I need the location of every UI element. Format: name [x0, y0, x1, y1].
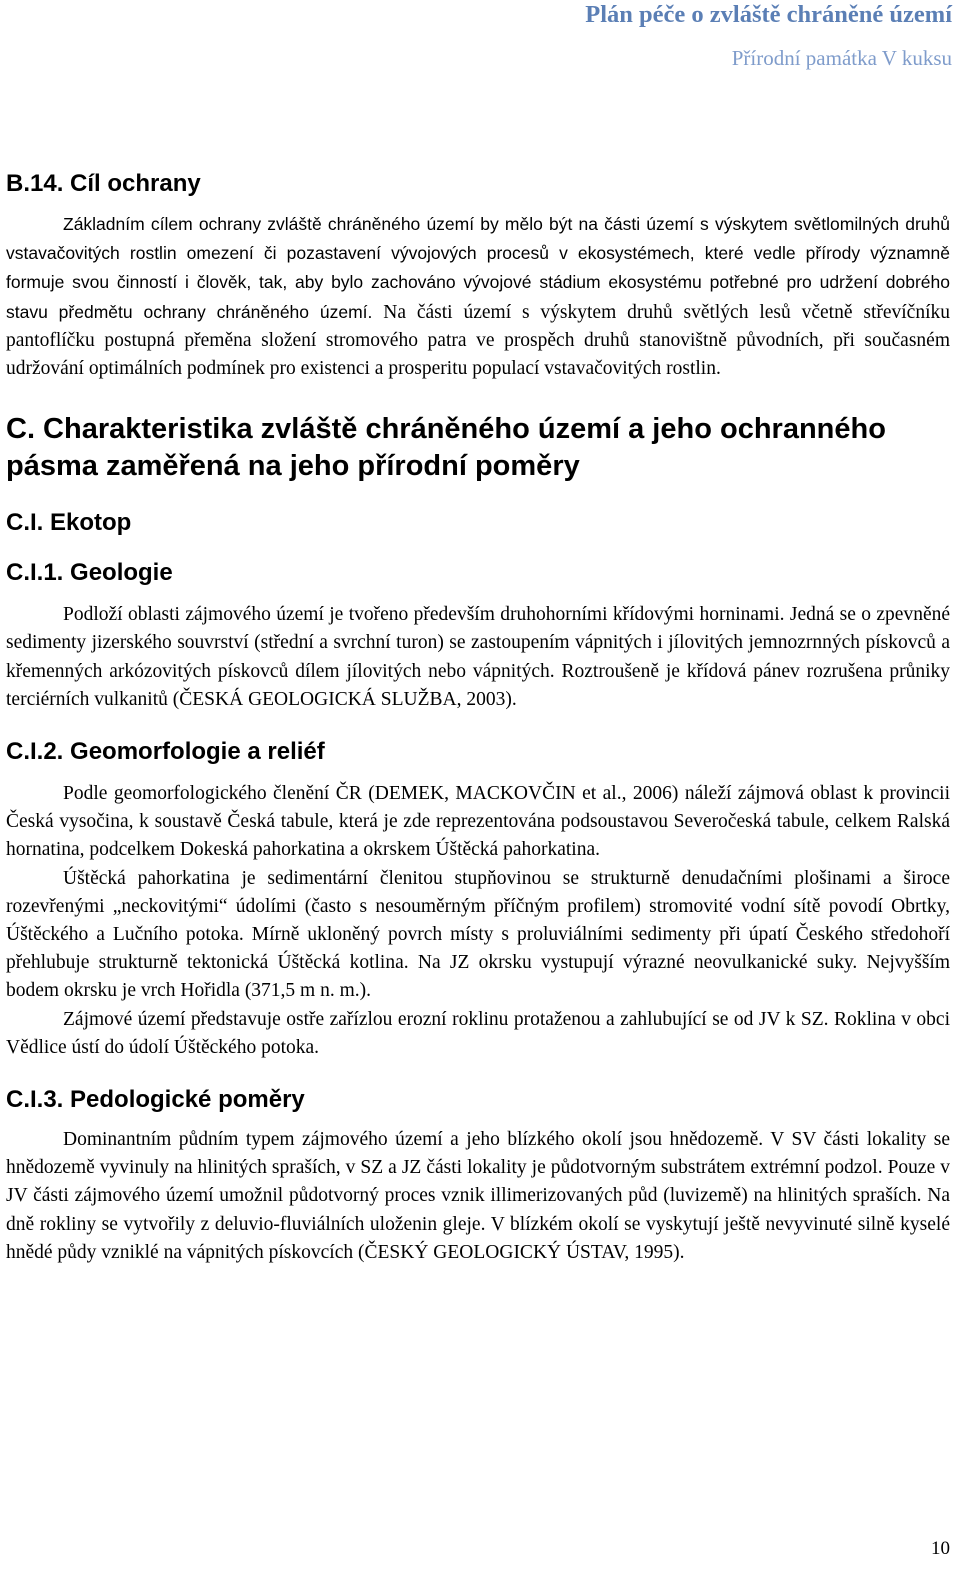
heading-ci: C.I. Ekotop: [6, 509, 132, 537]
heading-c: C. Charakteristika zvláště chráněného území a jeho ochranného pásma zaměřená na jeho přírodní poměry: [6, 413, 886, 483]
heading-ci1: C.I.1. Geologie: [6, 559, 173, 587]
paragraph-geologie: Podloží oblasti zájmového území je tvořeno především druhohorními křídovými horninami. Jedná se o zpevněné sedimenty jizerského souvrství (střední a svrchní turon) se zastoupením vápnitých i jílovitých jemnozrnných pískovců a křemenných arkózovitých pískovců dílem jílovitých nebo vápnitých. Roztroušeně je křídová pánev rozrušena průniky terciérních vulkanitů (ČESKÁ GEOLOGICKÁ SLUŽBA, 2003).: [6, 604, 950, 710]
page-number: 10: [931, 1538, 950, 1559]
heading-ci2: C.I.2. Geomorfologie a reliéf: [6, 738, 325, 766]
running-header: [585, 0, 952, 71]
document-title: Plán péče o zvláště chráněné území: [585, 1, 952, 28]
paragraph-geomorfologie-1: Podle geomorfologického členění ČR (DEMEK, MACKOVČIN et al., 2006) náleží zájmová oblast k provincii Česká vysočina, k soustavě Česká tabule, která je zde reprezentována podsoustavou Severočeská tabule, celkem Ralská hornatina, podcelkem Dokeská pahorkatina a okrskem Úštěcká pahorkatina.: [6, 783, 950, 861]
paragraph-b14: [6, 210, 950, 383]
heading-ci3: C.I.3. Pedologické poměry: [6, 1086, 305, 1114]
paragraph-b14-part1: Základním cílem ochrany zvláště chráněného území by mělo být na části území s výskytem světlomilných druhů vstavačovitých rostlin omezení či pozastavení vývojových procesů v ekosystémech, které vedle přírody významně formuje svou činností i člověk, tak, aby bylo zachováno vývojové stádium ekosystému potřebné pro udržení dobrého stavu předmětu ochrany chráněného území.: [6, 214, 950, 322]
paragraph-geomorfologie-3: Zájmové území představuje ostře zařízlou erozní roklinu protaženou a zahlubující se od JV k SZ. Roklina v obci Vědlice ústí do údolí Úštěckého potoka.: [6, 1008, 950, 1058]
paragraph-geomorfologie-2: Úštěcká pahorkatina je sedimentární členitou stupňovinou se strukturně denudačními plošinami a široce rozevřenými „neckovitými“ údolími (často s nesouměrným příčným profilem) stromovité vodní sítě povodí Obrtky, Úštěckého a Lučního potoka. Mírně ukloněný povrch místy s proluviálními sedimenty při úpatí Českého středohoří přehlubuje strukturně tektonická Úštěcká kotlina. Na JZ okrsku vystupují výrazné neovulkanické suky. Nejvyšším bodem okrsku je vrch Hořidla (371,5 m n. m.).: [6, 867, 950, 1002]
paragraph-b14-part2: Na části území s výskytem druhů světlých lesů včetně střevíčníku pantoflíčku postupná přeměna složení stromového patra ve prospěch druhů stanovištně původních, při současném udržování optimálních podmínek pro existenci a prosperitu populací vstavačovitých rostlin.: [6, 301, 951, 380]
paragraph-pedologie: Dominantním půdním typem zájmového území a jeho blízkého okolí jsou hnědozemě. V SV části lokality se hnědozemě vyvinuly na hlinitých spraších, v SZ a JZ části lokality je půdotvorným substrátem extrémní podzol. Pouze v JV části zájmového území umožnil půdotvorný proces vznik illimerizovaných půd (luvizemě) na hlinitých spraších. Na dně rokliny se vytvořily z deluvio-fluviálních uloženin gleje. V blízkém okolí se vyskytují ještě nevyvinuté silně kyselé hnědé půdy vzniklé na vápnitých pískovcích (ČESKÝ GEOLOGICKÝ ÚSTAV, 1995).: [6, 1129, 950, 1263]
page-body: [6, 168, 950, 1267]
heading-b14: B.14. Cíl ochrany: [6, 170, 201, 197]
document-subtitle: Přírodní památka V kuksu: [731, 46, 952, 70]
